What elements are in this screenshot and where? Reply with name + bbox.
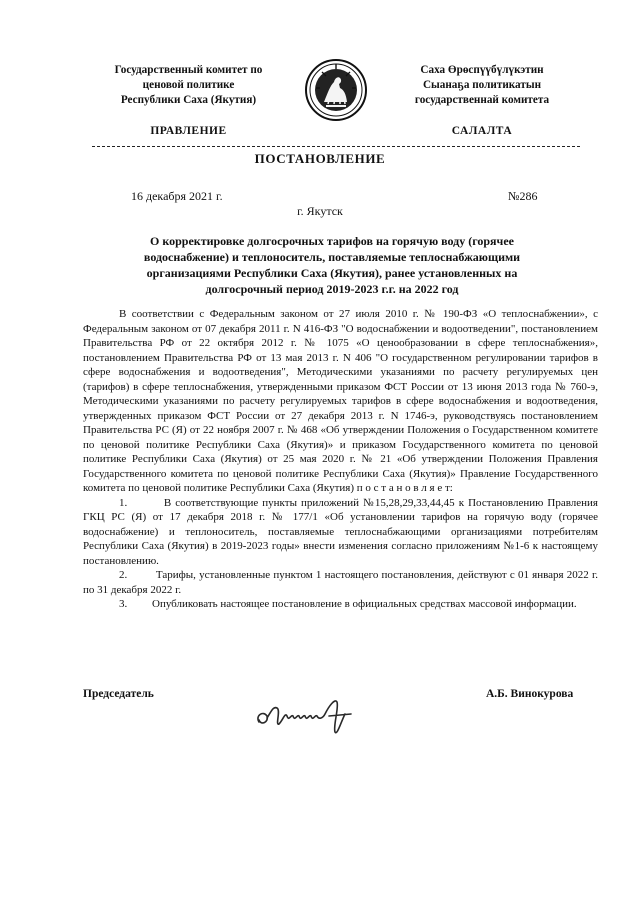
header-right-line: Саха Өрөспүүбүлүкэтин xyxy=(420,64,544,76)
board-label-ru: ПРАВЛЕНИЕ xyxy=(150,125,227,137)
handwritten-signature xyxy=(253,692,373,740)
header-right-line: государственнай комитета xyxy=(414,94,550,106)
header-left-line: Республики Саха (Якутия) xyxy=(120,94,257,106)
header-right-org xyxy=(388,63,576,108)
resolution-item-1: 1. В соответствующие пункты приложений №15,28,29,33,44,45 к Постановлению Правления ГКЦ РС (Я) от 17 декабря 2018 г. № 177/1 «Об установлении тарифов на горячую воду (горячее водоснабжение) и теплоноситель, поставляемые теплоснабжающими организациями потребителям Республики Саха (Якутия) в 2019-2023 годы» внести изменения согласно приложениям №1-6 к настоящему постановлению. xyxy=(83,496,598,567)
resolution-item-3: 3. Опубликовать настоящее постановление в официальных средствах массовой информации. xyxy=(119,598,577,610)
resolution-item-2: 2. Тарифы, установленные пунктом 1 настоящего постановления, действуют с 01 января 2022 г. по 31 декабря 2022 г. xyxy=(83,569,598,596)
coat-of-arms-icon xyxy=(304,58,368,122)
document-number: №286 xyxy=(508,189,538,203)
preamble-paragraph: В соответствии с Федеральным законом от 27 июля 2010 г. № 190-ФЗ «О теплоснабжении», с Федеральным законом от 07 декабря 2011 г. N 416-ФЗ "О водоснабжении и водоотведении", постановлением Правительства РФ от 22 октября 2012 г. № 1075 «О ценообразовании в сфере теплоснабжения», постановлением Правительства РФ от 13 мая 2013 г. N 406 "О государственном регулировании тарифов в сфере водоснабжения и водоотведения", Методическими указаниями по расчету регулируемых цен (тарифов) в сфере теплоснабжения, утвержденными приказом ФСТ России от 13 июня 2013 года № 760-э, Методическими указаниями по расчету регулируемых тарифов в сфере водоснабжения и водоотведения, утвержденных приказом ФСТ России от 27 декабря 2013 г. N 1746-э, руководствуясь постановлением Правительства РС (Я) от 22 ноября 2007 г. № 468 «Об утверждении Положения о Государственном комитете по ценовой политике Республики Саха (Якутия)» и приказом Государственного комитета по ценовой политике Республики Саха (Якутия) от 25 мая 2020 г. № 21 «Об утверждении Положения Правления Государственного комитета по ценовой политике Республики Саха (Якутия)» Правление Государственного комитета по ценовой политике Республики Саха (Якутия) п о с т а н о в л я е т: xyxy=(83,308,598,494)
subject-line: долгосрочный период 2019-2023 г.г. на 2022 год xyxy=(205,282,459,296)
signer-name: А.Б. Винокурова xyxy=(486,688,574,700)
board-label-sakha: САЛАЛТА xyxy=(451,125,513,137)
document-subject xyxy=(104,233,560,297)
signer-position: Председатель xyxy=(83,688,154,700)
document-body xyxy=(83,307,598,612)
document-date: 16 декабря 2021 г. xyxy=(131,189,223,203)
header-divider xyxy=(92,146,580,147)
document-type-title: ПОСТАНОВЛЕНИЕ xyxy=(254,151,386,166)
subject-line: водоснабжение) и теплоноситель, поставляемые теплоснабжающими xyxy=(143,250,521,264)
header-right-line: Сыанаҕа политикатын xyxy=(422,79,542,91)
header-left-org xyxy=(86,63,291,108)
header-left-line: ценовой политике xyxy=(142,79,235,91)
subject-line: организациями Республики Саха (Якутия), ранее установленных на xyxy=(146,266,518,280)
subject-line: О корректировке долгосрочных тарифов на горячую воду (горячее xyxy=(150,234,514,248)
document-city: г. Якутск xyxy=(297,204,343,218)
header-left-line: Государственный комитет по xyxy=(114,64,263,76)
